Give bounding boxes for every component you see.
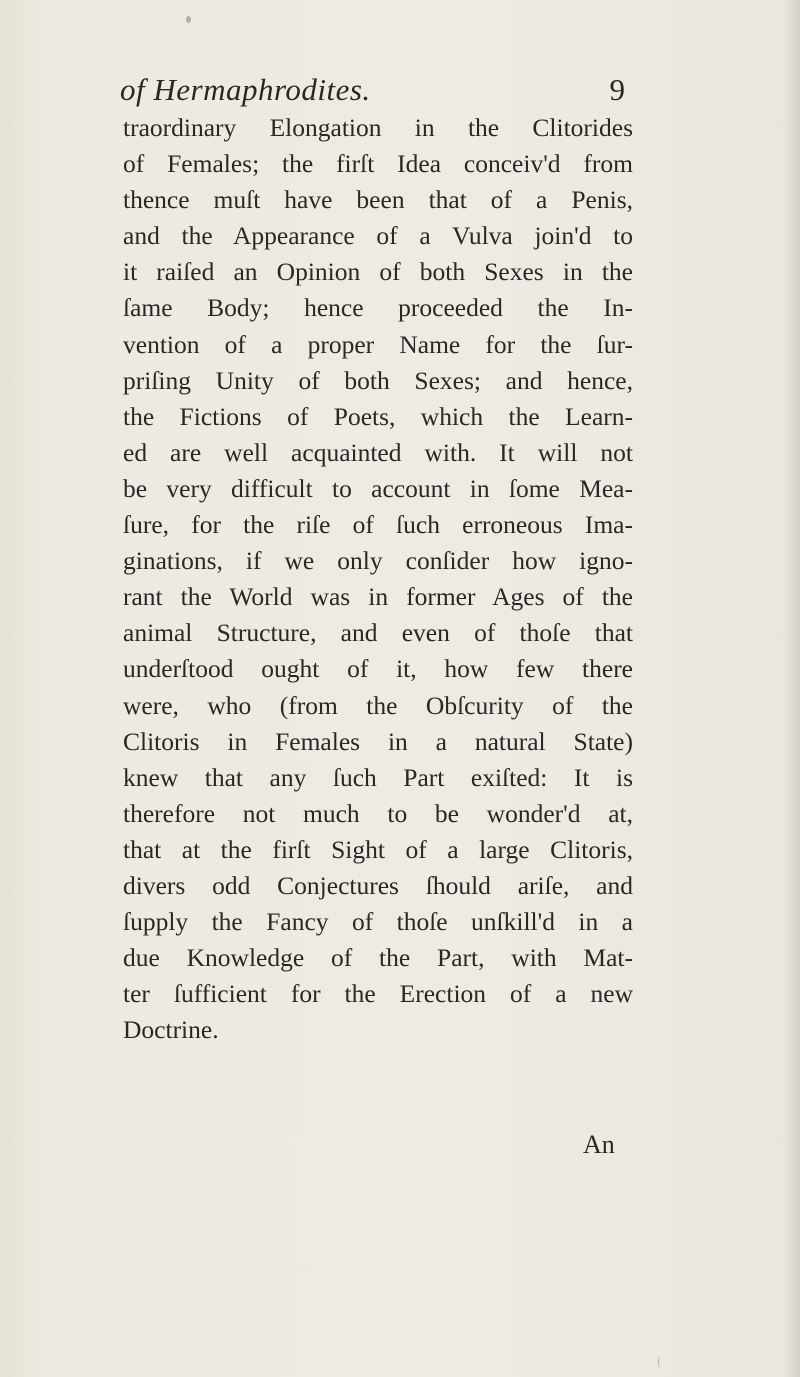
text-line: ſure, for the riſe of ſuch erroneous Ima- xyxy=(123,510,633,540)
text-line: Doctrine. xyxy=(123,1015,219,1045)
text-line: be very difficult to account in ſome Mea- xyxy=(123,473,633,503)
text-line: ginations, if we only conſider how igno- xyxy=(123,546,633,576)
page-edge-shadow xyxy=(782,0,800,1377)
running-head: of Hermaphrodites. xyxy=(120,72,371,107)
text-line: Clitoris in Females in a natural State) xyxy=(123,726,633,756)
text-line: ed are well acquainted with. It will not xyxy=(123,437,633,467)
text-line: therefore not much to be wonder'd at, xyxy=(123,798,633,828)
text-line: rant the World was in former Ages of the xyxy=(123,582,633,612)
text-line: priſing Unity of both Sexes; and hence, xyxy=(123,365,633,395)
text-line: that at the firſt Sight of a large Clitoris, xyxy=(123,834,633,864)
text-line: thence muſt have been that of a Penis, xyxy=(123,185,633,215)
text-line: divers odd Conjectures ſhould ariſe, and xyxy=(123,870,633,900)
catchword: An xyxy=(583,1130,615,1159)
text-line: animal Structure, and even of thoſe that xyxy=(123,618,633,648)
body-text xyxy=(123,110,633,1048)
text-line: knew that any ſuch Part exiſted: It is xyxy=(123,762,633,792)
text-line: and the Appearance of a Vulva join'd to xyxy=(123,221,633,251)
text-line: vention of a proper Name for the ſur- xyxy=(123,329,633,359)
text-line: ſame Body; hence proceeded the In- xyxy=(123,293,633,323)
text-line: the Fictions of Poets, which the Learn- xyxy=(123,401,633,431)
text-line: underſtood ought of it, how few there xyxy=(123,654,633,684)
text-line: of Females; the firſt Idea conceiv'd from xyxy=(123,149,633,179)
text-line: due Knowledge of the Part, with Mat- xyxy=(123,943,633,973)
paper-mark xyxy=(658,1356,662,1368)
page-number: 9 xyxy=(609,72,625,107)
text-line: ſupply the Fancy of thoſe unſkill'd in a xyxy=(123,907,633,937)
text-line: traordinary Elongation in the Clitorides xyxy=(123,113,633,142)
paper-speck xyxy=(186,16,191,23)
text-line: ter ſufficient for the Erection of a new xyxy=(123,979,633,1009)
text-line: were, who (from the Obſcurity of the xyxy=(123,690,633,720)
text-line: it raiſed an Opinion of both Sexes in the xyxy=(123,257,633,287)
